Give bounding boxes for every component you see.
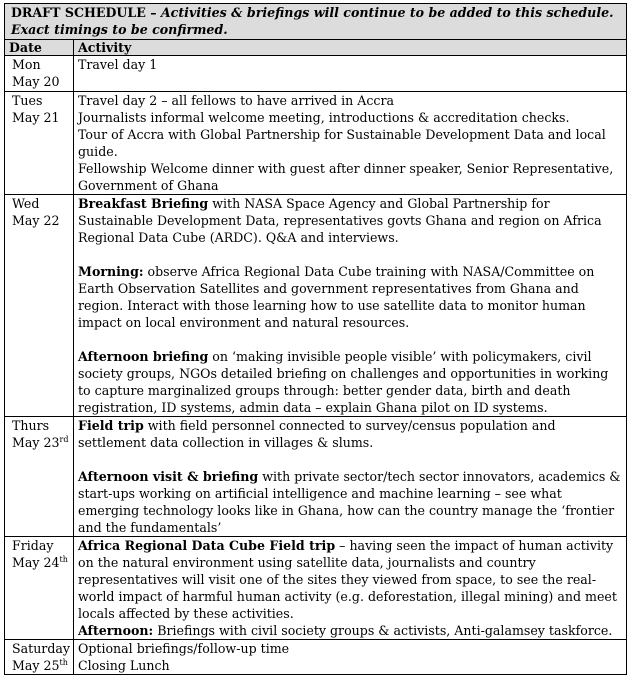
activity-heading: Afternoon: xyxy=(78,623,154,638)
day-date-wrap xyxy=(12,657,69,674)
date-cell xyxy=(5,92,74,195)
day-date: May 22 xyxy=(12,213,60,228)
day-name: Tues xyxy=(12,93,43,108)
schedule-row-thurs xyxy=(5,417,627,537)
day-date: May 25 xyxy=(12,658,60,673)
day-name: Wed xyxy=(12,196,40,211)
day-date: May 20 xyxy=(12,74,60,89)
day-date-wrap xyxy=(12,554,69,571)
activity-cell xyxy=(74,640,627,675)
day-name: Mon xyxy=(12,57,41,72)
schedule-table xyxy=(4,3,627,675)
activity-text: with private sector/tech sector innovators, academics & start-ups working on artificial intelligence and machine learning – see what emerging technology looks like in Ghana, how can the country manage the ‘frontier and the fundamentals’ xyxy=(78,469,621,535)
date-suffix: th xyxy=(59,555,68,564)
date-column-header: Date xyxy=(5,40,74,56)
activity-line: Travel day 2 – all fellows to have arrived in Accra xyxy=(78,93,395,108)
activity-heading: Morning: xyxy=(78,264,144,279)
activity-heading: Afternoon briefing xyxy=(78,349,209,364)
schedule-banner-row xyxy=(5,4,627,40)
day-name: Saturday xyxy=(12,641,71,656)
activity-text: Briefings with civil society groups & activists, Anti-galamsey taskforce. xyxy=(153,623,613,638)
activity-block xyxy=(78,468,622,536)
activity-text: – having seen the impact of human activity on the natural environment using satellite data, journalists and country representatives will visit one of the sites they viewed from space, to see the real-world impact of harmful human activity (e.g. deforestation, illegal mining) and meet locals affected by these activities. xyxy=(78,538,617,621)
day-name: Thurs xyxy=(12,418,50,433)
schedule-row-saturday xyxy=(5,640,627,675)
activity-heading: Afternoon visit & briefing xyxy=(78,469,259,484)
activity-heading: Breakfast Briefing xyxy=(78,196,209,211)
day-date: May 24 xyxy=(12,555,60,570)
date-cell xyxy=(5,537,74,640)
date-cell xyxy=(5,417,74,537)
schedule-document xyxy=(4,3,627,675)
activity-column-header: Activity xyxy=(74,40,627,56)
activity-cell xyxy=(74,417,627,537)
schedule-row-wed xyxy=(5,195,627,417)
activity-line: Tour of Accra with Global Partnership for Sustainable Development Data and local guide. xyxy=(78,127,606,159)
banner-subtitle: – Activities & briefings will continue to be added to this schedule. Exact timings to be confirmed. xyxy=(11,5,614,37)
schedule-row-mon xyxy=(5,56,627,92)
activity-cell xyxy=(74,92,627,195)
schedule-banner xyxy=(5,4,627,40)
date-cell xyxy=(5,640,74,675)
activity-block xyxy=(78,622,622,639)
day-date-wrap xyxy=(12,434,69,451)
activity-block xyxy=(78,417,622,451)
schedule-row-tues xyxy=(5,92,627,195)
activity-block xyxy=(78,537,622,622)
date-suffix: th xyxy=(59,658,68,667)
day-date: May 23 xyxy=(12,435,60,450)
day-name: Friday xyxy=(12,538,54,553)
activity-block xyxy=(78,263,622,331)
date-cell xyxy=(5,56,74,92)
activity-line: Fellowship Welcome dinner with guest after dinner speaker, Senior Representative, Government of Ghana xyxy=(78,161,614,193)
activity-line: Optional briefings/follow-up time xyxy=(78,641,290,656)
activity-text: with NASA Space Agency and Global Partnership for Sustainable Development Data, representatives govts Ghana and region on Africa Regional Data Cube (ARDC). Q&A and interviews. xyxy=(78,196,602,245)
banner-title: DRAFT SCHEDULE xyxy=(11,5,146,20)
schedule-row-friday xyxy=(5,537,627,640)
activity-heading: Africa Regional Data Cube Field trip xyxy=(78,538,336,553)
activity-heading: Field trip xyxy=(78,418,144,433)
date-suffix: rd xyxy=(59,435,69,444)
column-header-row xyxy=(5,40,627,56)
activity-text: observe Africa Regional Data Cube training with NASA/Committee on Earth Observation Satellites and government representatives from Ghana and region. Interact with those learning how to use satellite data to monitor human impact on local environment and natural resources. xyxy=(78,264,595,330)
activity-text: on ‘making invisible people visible’ with policymakers, civil society groups, NGOs detailed briefing on challenges and opportunities in working to capture marginalized groups through: better gender data, birth and death registration, ID systems, admin data – explain Ghana pilot on ID systems. xyxy=(78,349,609,415)
activity-line: Journalists informal welcome meeting, introductions & accreditation checks. xyxy=(78,110,570,125)
activity-line: Travel day 1 xyxy=(78,57,158,72)
activity-cell xyxy=(74,537,627,640)
day-date: May 21 xyxy=(12,110,60,125)
activity-block xyxy=(78,195,622,246)
activity-block xyxy=(78,348,622,416)
activity-cell xyxy=(74,195,627,417)
activity-text: with field personnel connected to survey/census population and settlement data collection in villages & slums. xyxy=(78,418,556,450)
date-cell xyxy=(5,195,74,417)
activity-cell xyxy=(74,56,627,92)
activity-line: Closing Lunch xyxy=(78,658,170,673)
